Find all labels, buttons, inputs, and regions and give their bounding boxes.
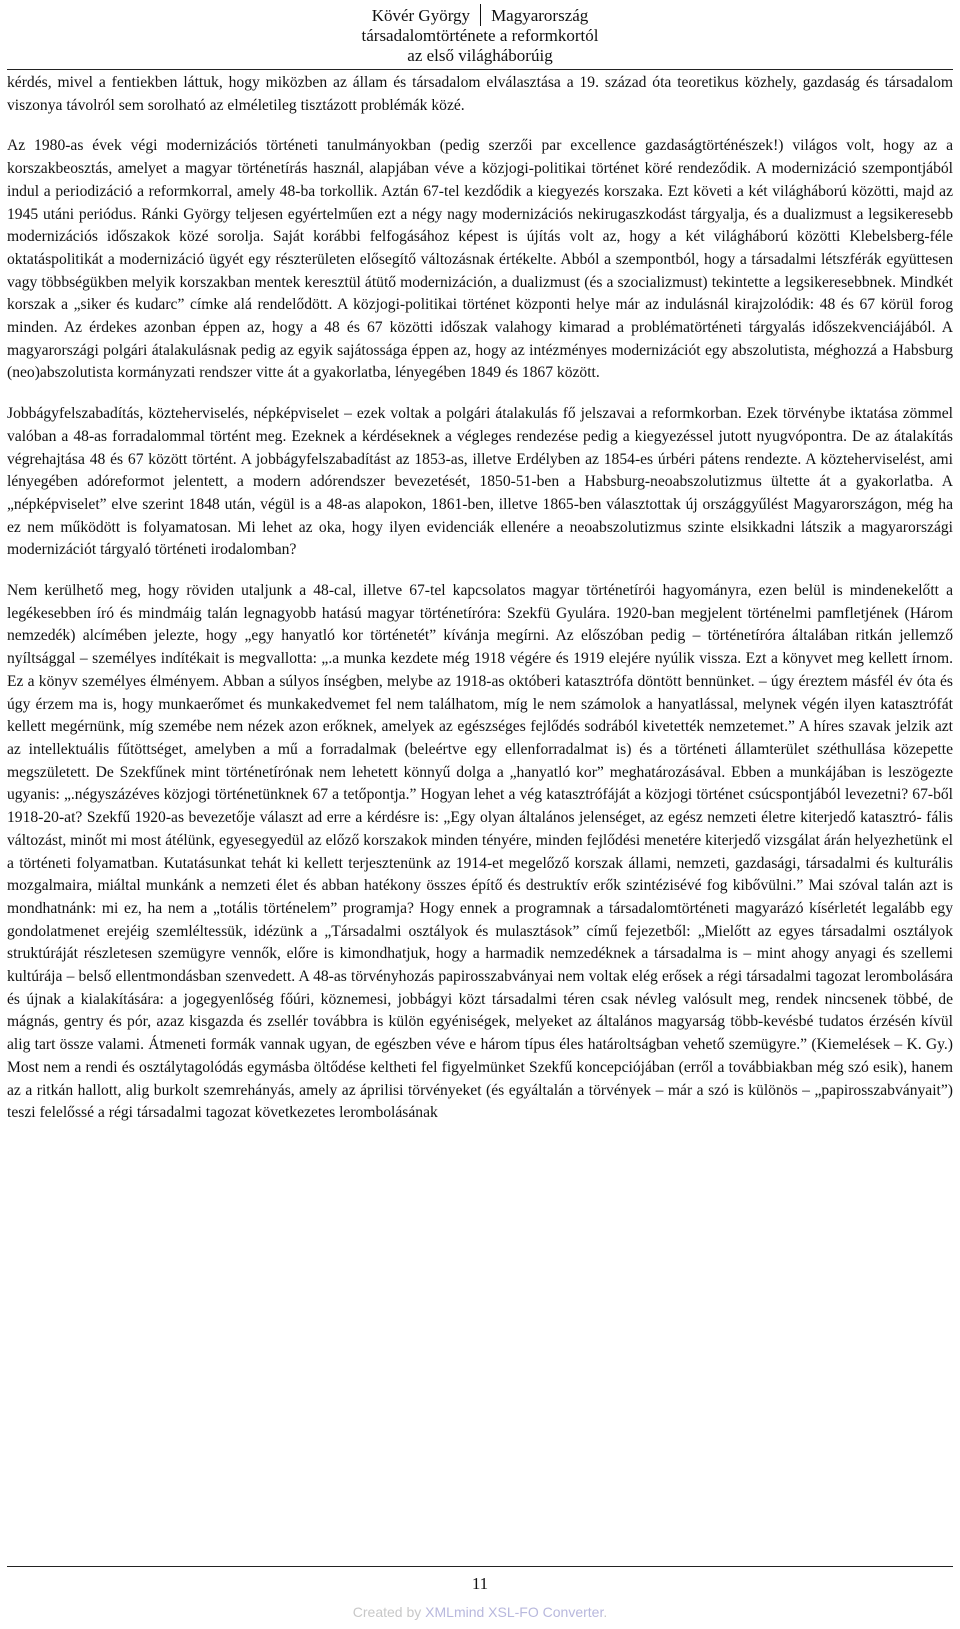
header-separator [480, 4, 481, 26]
header-author: Kövér György [371, 6, 471, 25]
generator-link[interactable]: XMLmind XSL-FO Converter [425, 1604, 604, 1620]
running-header [7, 0, 953, 66]
paragraph: Az 1980-as évek végi modernizációs történeti tanulmányokban (pedig szerzői par excellence gazdaságtörténészek!) világos volt, hogy az a korszakbeosztás, amelyet a magyar történetírás használ, alapjában véve a közjogi-politikai történet köré rendeződik. A modernizáció szempontjából indul a periodizáció a reformkorral, amely 48-ba torkollik. Aztán 67-tel kezdődik a kiegyezés korszaka. Ezt követi a két világháború közötti, majd az 1945 utáni periódus. Ránki György teljesen egyértelműen ezt a négy nagy modernizációs nekirugaszkodást tárgyalja, és a dualizmust a legsikeresebb modernizációs időszakok közé sorolja. Saját korábbi felfogásához képest is újítás volt az, hogy a két világháború közötti Klebelsberg-féle oktatáspolitikát a modernizáció ügyét egy részterületen elősegítő változásnak értékelte. Abból a szempontból, hogy a társadalmi létszférák együttesen vagy többségükben melyik korszakban mentek keresztül átütő modernizáción, a dualizmust (és a szocializmust) tekintette a legsikeresebbnek. Mindkét korszak a „siker és kudarc” címke alá rendelődött. A közjogi-politikai történet központi helye már az indulásnál kirajzolódik: 48 és 67 körül forog minden. Az érdekes azonban éppen az, hogy a 48 és 67 közötti időszak valahogy kimarad a problématörténeti tárgyalás időszekvenciájából. A magyarországi polgári átalakulásnak pedig az egyik sajátossága éppen az, hogy az intézményes modernizációt egy abszolutista, méghozzá a Habsburg (neo)abszolutista kormányzati rendszer vitte át a gyakorlatba, lényegében 1849 és 1867 között. [7, 137, 953, 382]
document-body [7, 72, 953, 1125]
paragraph: Jobbágyfelszabadítás, közteherviselés, népképviselet – ezek voltak a polgári átalakulás fő jelszavai a reformkorban. Ezek törvénybe iktatása zömmel valóban a 48-as forradalommal történt meg. Ezeknek a kérdéseknek a végleges rendezése pedig a kiegyezéssel jutott nyugvópontra. De az átalakítás végrehajtása 48 és 67 között történt. A jobbágyfelszabadítást az 1853-as, illetve Erdélyben az 1854-es úrbéri pátens rendezte. A közteherviselést, ami lényegében adóreformot jelentett, a modern adórendszer bevezetését, 1850-51-ben a Habsburg-neoabszolutizmus ültette át a gyakorlatba. A „népképviselet” elve szerint 1848 után, végül is a 48-as alapokon, 1861-ben, illetve 1865-ben választottak új országgyűlést Magyarországon, még ha ez nem működött is folyamatosan. Mi lehet az oka, hogy ilyen evidenciák ellenére a neoabszolutizmus szinte elsikkadni látszik a magyarországi modernizációt tárgyaló történeti irodalomban? [7, 405, 953, 559]
header-rule [7, 69, 953, 70]
generator-prefix: Created by [352, 1604, 426, 1620]
generator-credit [0, 1604, 960, 1620]
generator-suffix: . [603, 1604, 608, 1620]
page-number: 11 [471, 1574, 489, 1593]
header-title-line3: az első világháborúig [407, 46, 553, 65]
header-row [7, 4, 953, 26]
paragraph: kérdés, mivel a fentiekben láttuk, hogy miközben az állam és társadalom elválasztása a 19. század óta teoretikus közhely, gazdaság és társadalom viszonya távolról sem sorolható az elméletileg tisztázott problémák közé. [7, 74, 953, 114]
paragraph: Nem kerülhető meg, hogy röviden utaljunk a 48-cal, illetve 67-tel kapcsolatos magyar történetírói hagyományra, ezen belül is mindenekelőtt a legékesebben író és mindmáig talán legnagyobb hatású magyar történetíróra: Szekfü Gyulára. 1920-ban megjelent történelmi pamfletjének (Három nemzedék) alcímében jelezte, hogy „egy hanyatló kor történetét” kívánja megírni. Az előszóban pedig – történetíróra általában ritkán jellemző nyíltsággal – személyes indítékait is megvallotta: „.a munka kezdete még 1918 végére és 1919 elejére nyúlik vissza. Ezt a könyvet meg kellett írnom. Ez a könyv személyes élményem. Abban a súlyos ínségben, melybe az 1918-as októberi katasztrófa döntött bennünket. – úgy éreztem másfél év óta és úgy érzem ma is, hogy munkaerőmet és munkakedvemet fel nem találhatom, míg le nem számolok a hanyatlással, melynek végén ilyen katasztrófát kellett megérnünk, míg szemébe nem nézek azon erőknek, amelyek az egészséges fejlődés sodrából kivetették nemzetemet.” A híres szavak jelzik azt az intellektuális fűtöttséget, amelyben a mű a forradalmak (beleértve egy ellenforradalmat is) és a történeti államterület széthullása közepette megszületett. De Szekfűnek mint történetírónak nem lehetett könnyű dolga a „hanyatló kor” meghatározásával. Ebben a munkájában is leszögezte ugyanis: „.négyszázéves közjogi történetünknek 67 a tetőpontja.” Hogyan lehet a vég katasztrófáját a közjogi történet csúcspontjából levezetni? 67-ből 1918-20-at? Szekfű 1920-as bevezetője választ ad erre a kérdésre is: „Egy olyan általános jelenséget, az egész nemzeti életre kiterjedő katasztró- fális változást, minőt mi most átélünk, egyesegyedül az előző korszakok minden tényére, minden fejlődési menetére kiterjedő vizsgálat árán helyezhetünk el a történeti folyamatban. Kutatásunkat tehát ki kellett terjesztenünk az 1914-et megelőző korszak állami, nemzeti, gazdasági, társadalmi és kulturális mozgalmaira, miáltal munkánk a nemzeti élet és abban hatékony összes építő és destruktív erők szintézisévé fog kibővülni.” Mai szóval talán azt is mondhatnánk: mi ez, ha nem a „totális történelem” programja? Hogy ennek a programnak a társadalomtörténeti magyarázó kísérletét legalább egy gondolatmenet erejéig szemléltessük, idézünk a „Társadalmi osztályok és mulasztások” című fejezetből: „Mielőtt az egyes társadalmi osztályok struktúráját részletesen szemügyre vennők, előre is kimondhatjuk, hogy a harmadik nemzedéknek a társadalma is – mint ahogy anyagi és szellemi kultúrája – belső ellentmondásban szenvedett. A 48-as törvényhozás papirosszabványai nem voltak elég erősek a régi társadalmi tagozat lerombolására és újnak a kialakítására: a jogegyenlőség főúri, köznemesi, jobbágyi közt társadalmi téren csak névleg valósult meg, rendek nincsenek többé, de mágnás, gentry és pór, azaz kisgazda és zsellér továbbra is külön egyéniségek, melyeket az általános magyarság több-kevésbé tudatos érzésén kívül alig tart össze valami. Átmeneti formák vannak ugyan, de egészben véve e három típus éles határoltságban vehető szemügyre.” (Kiemelések – K. Gy.) Most nem a rendi és osztálytagolódás egymásba öltődése keltheti fel figyelmünket Szekfű koncepciójában (erről a továbbiakban még szó esik), hanem az a ritkán hallott, alig burkolt szemrehányás, amely az áprilisi törvényeket (és egyáltalán a törvények – már a szó is különös – „papirosszabványait”) teszi felelőssé a régi társadalmi tagozat következetes lerombolásának [7, 582, 953, 1122]
footer-rule [7, 1566, 953, 1567]
header-title-line1: Magyarország [491, 6, 589, 25]
header-title-line2: társadalomtörténete a reformkortól [361, 26, 599, 45]
